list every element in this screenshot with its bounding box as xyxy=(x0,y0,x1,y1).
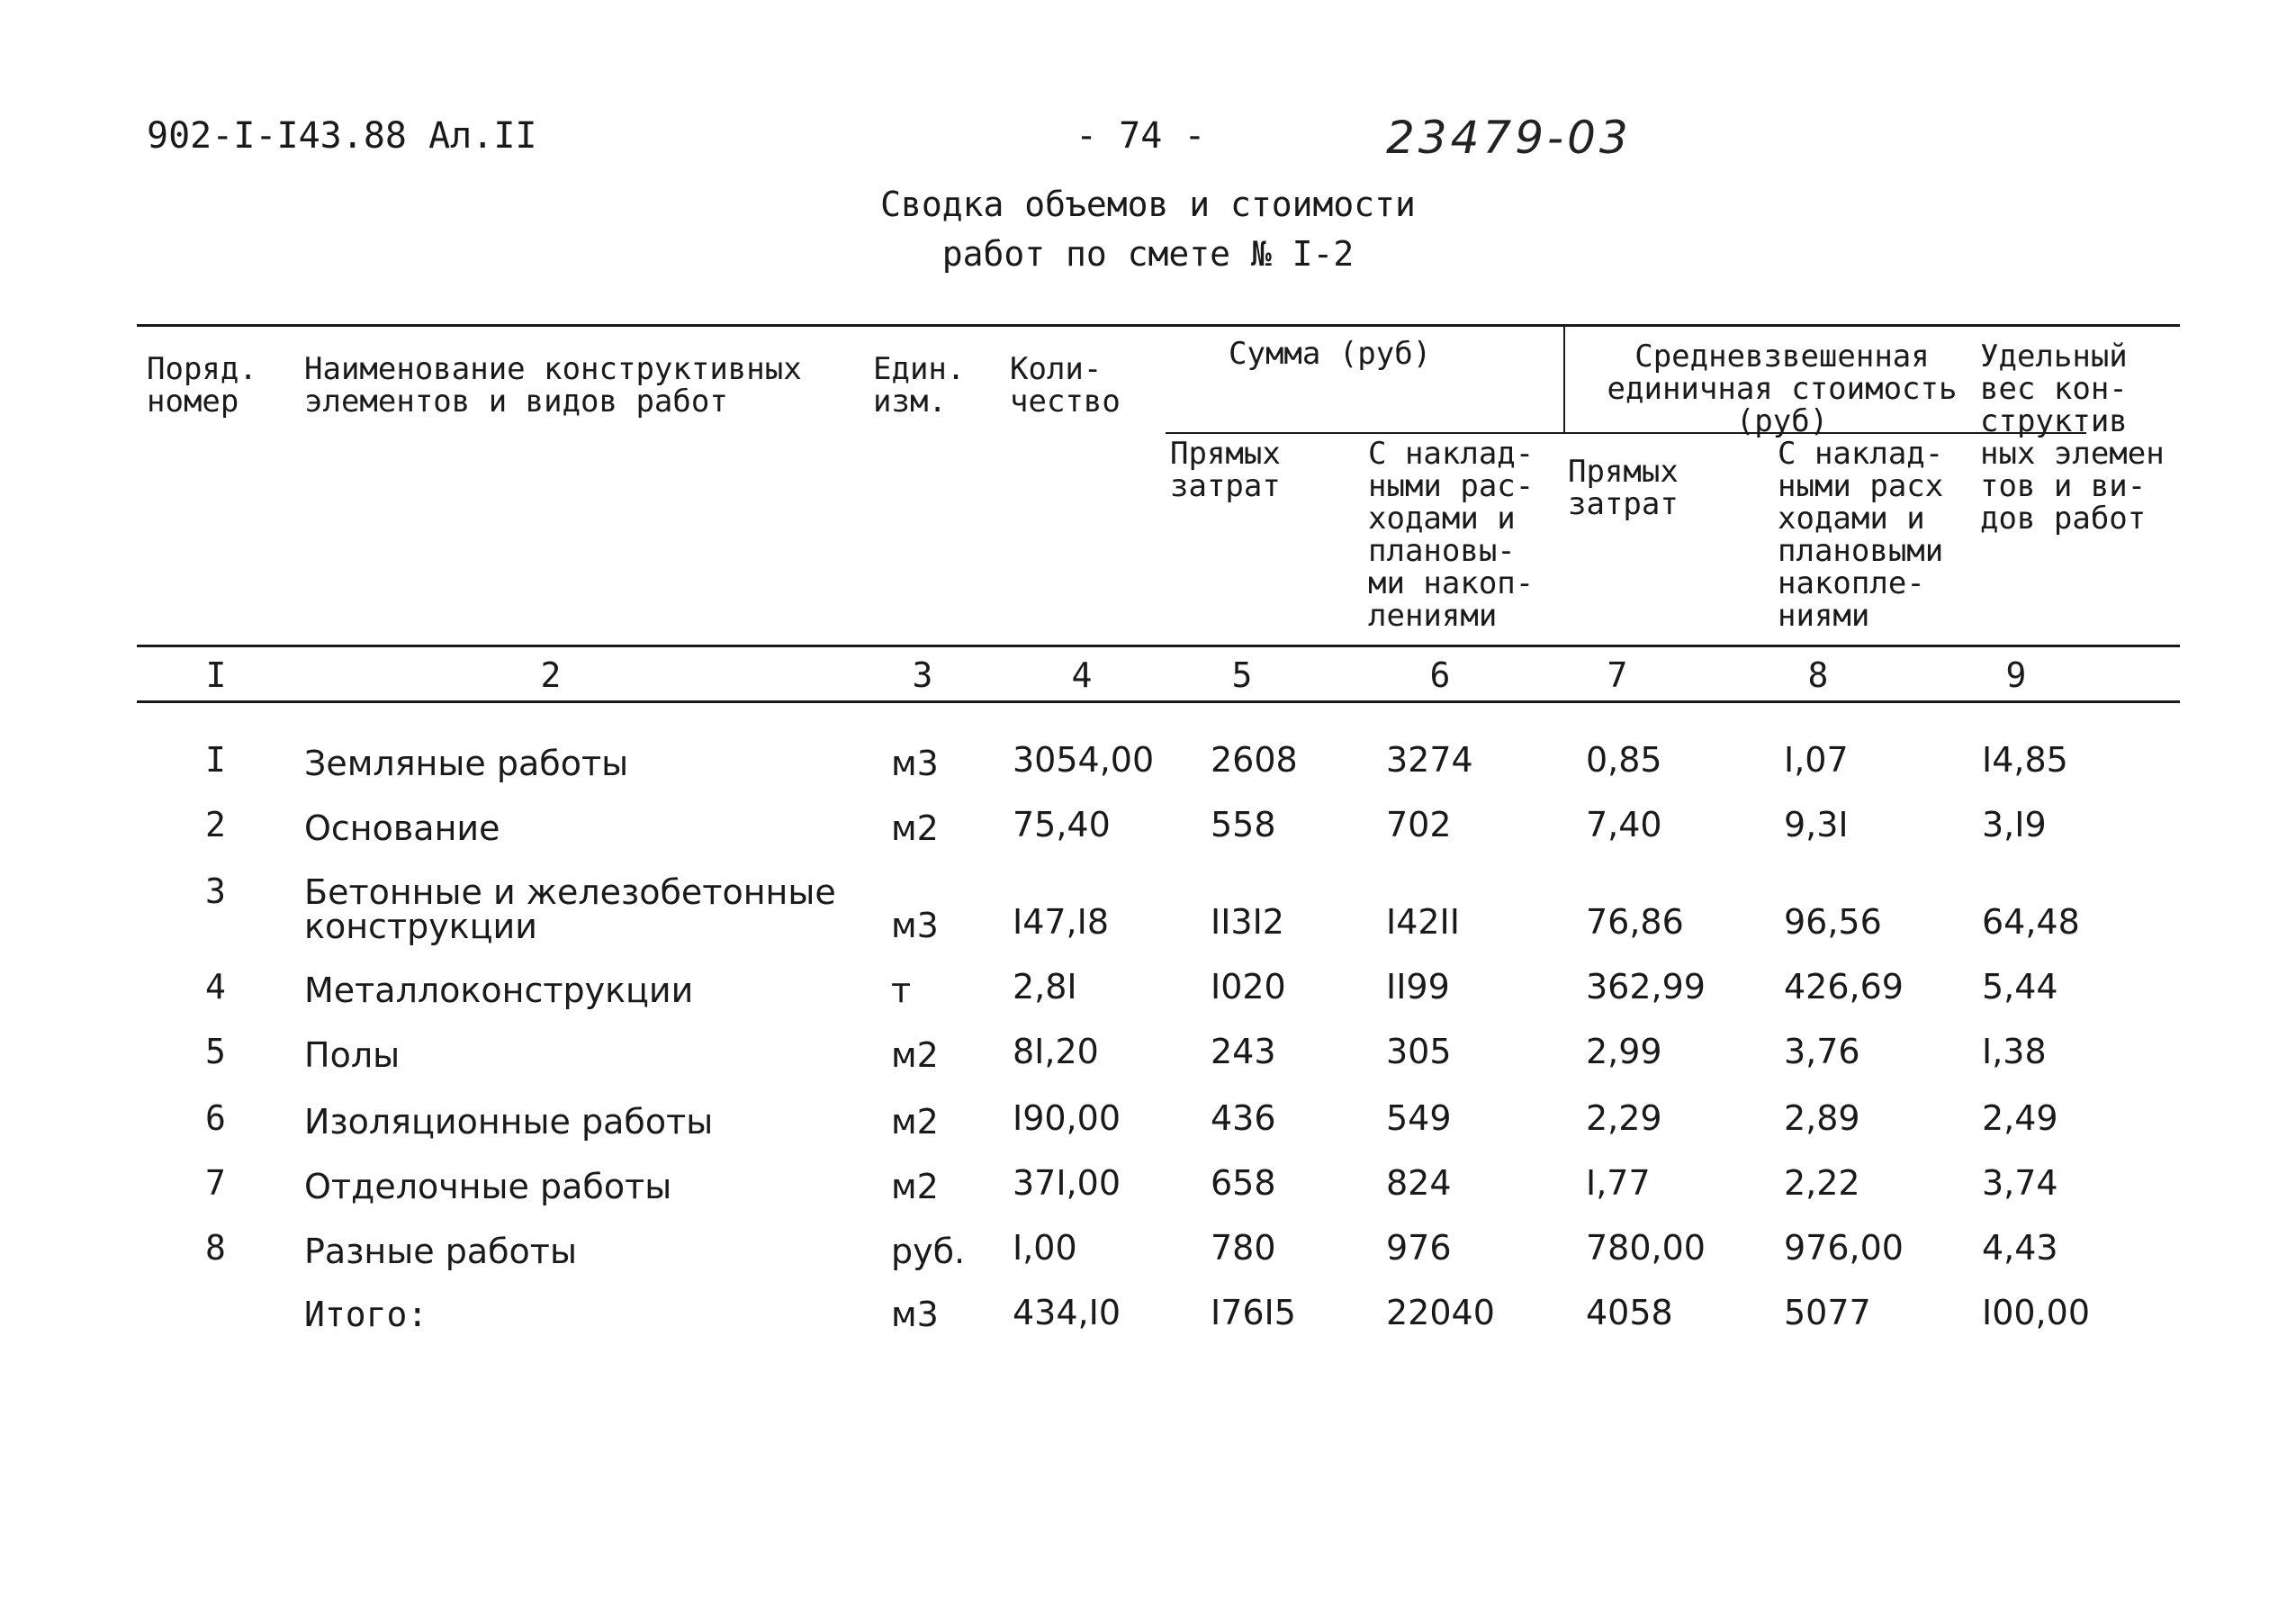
avg-cost-with-overheads: 9,3I xyxy=(1784,805,1849,844)
total-label: Итого: xyxy=(304,1295,428,1334)
avg-direct-cost: 2,99 xyxy=(1586,1032,1662,1071)
unit: м2 xyxy=(891,1167,939,1206)
avg-direct-cost: 4058 xyxy=(1586,1293,1673,1332)
document-title-line1: Сводка объемов и стоимости xyxy=(880,185,1416,224)
share-percent: 5,44 xyxy=(1982,967,2058,1007)
header-avg-direct-costs: Прямых затрат xyxy=(1568,454,1679,522)
costs-with-overheads: 702 xyxy=(1386,805,1452,844)
work-name: Разные работы xyxy=(304,1232,577,1271)
column-number: 4 xyxy=(1071,655,1093,695)
quantity: I,00 xyxy=(1013,1228,1077,1268)
header-sum-group: Сумма (руб) xyxy=(1229,336,1432,372)
header-bottom-rule xyxy=(137,645,2180,647)
document-title-line2: работ по смете № I-2 xyxy=(941,234,1355,274)
direct-costs: 780 xyxy=(1211,1228,1276,1268)
quantity: 8I,20 xyxy=(1013,1032,1099,1071)
direct-costs: I020 xyxy=(1211,967,1286,1007)
quantity: 3054,00 xyxy=(1013,740,1155,780)
work-name: Отделочные работы xyxy=(304,1167,672,1206)
direct-costs: 2608 xyxy=(1211,740,1298,780)
avg-cost-with-overheads: 2,22 xyxy=(1784,1163,1860,1203)
avg-cost-with-overheads: 96,56 xyxy=(1784,902,1882,942)
share-percent: I00,00 xyxy=(1982,1293,2090,1332)
direct-costs: 436 xyxy=(1211,1098,1276,1138)
share-percent: 4,43 xyxy=(1982,1228,2058,1268)
unit: м3 xyxy=(891,906,939,945)
share-percent: 64,48 xyxy=(1982,902,2080,942)
unit: м3 xyxy=(891,1295,939,1334)
work-name: Металлоконструкции xyxy=(304,971,694,1010)
header-avg-cost-group: Средневзвешенная единичная стоимость (руб) xyxy=(1607,339,1958,439)
unit: м2 xyxy=(891,1035,939,1075)
share-percent: I4,85 xyxy=(1982,740,2068,780)
avg-direct-cost: 2,29 xyxy=(1586,1098,1662,1138)
header-name: Наименование конструктивных элементов и видов работ xyxy=(304,351,802,420)
avg-cost-with-overheads: 3,76 xyxy=(1784,1032,1860,1071)
header-avg-with-overheads: С наклад- ными расх ходами и плановыми накопле- ниями xyxy=(1778,436,1944,634)
work-name: Полы xyxy=(304,1035,401,1075)
share-percent: I,38 xyxy=(1982,1032,2047,1071)
row-number: 3 xyxy=(205,871,226,911)
direct-costs: 558 xyxy=(1211,805,1276,844)
direct-costs: 243 xyxy=(1211,1032,1276,1071)
work-name: Бетонные и железобетонные конструкции xyxy=(304,872,836,946)
column-number: I xyxy=(205,655,227,695)
costs-with-overheads: 3274 xyxy=(1386,740,1473,780)
row-number: I xyxy=(205,740,226,780)
row-number: 2 xyxy=(205,805,226,844)
row-number: 7 xyxy=(205,1163,226,1203)
work-name: Земляные работы xyxy=(304,744,629,783)
direct-costs: 658 xyxy=(1211,1163,1276,1203)
share-percent: 3,74 xyxy=(1982,1163,2058,1203)
quantity: 37I,00 xyxy=(1013,1163,1121,1203)
row-number: 8 xyxy=(205,1228,226,1268)
avg-direct-cost: 7,40 xyxy=(1586,805,1662,844)
avg-cost-with-overheads: 426,69 xyxy=(1784,967,1904,1007)
unit: м3 xyxy=(891,744,939,783)
page-number: - 74 - xyxy=(1076,115,1206,157)
share-percent: 2,49 xyxy=(1982,1098,2058,1138)
column-number: 7 xyxy=(1607,655,1628,695)
avg-cost-with-overheads: 5077 xyxy=(1784,1293,1871,1332)
direct-costs: II3I2 xyxy=(1211,902,1284,942)
avg-cost-with-overheads: 976,00 xyxy=(1784,1228,1904,1268)
quantity: I47,I8 xyxy=(1013,902,1110,942)
costs-with-overheads: 549 xyxy=(1386,1098,1452,1138)
costs-with-overheads: II99 xyxy=(1386,967,1450,1007)
costs-with-overheads: 22040 xyxy=(1386,1293,1495,1332)
header-share: Удельный вес кон- структив ных элемен тов и ви- дов работ xyxy=(1980,339,2165,537)
direct-costs: I76I5 xyxy=(1211,1293,1296,1332)
unit: м2 xyxy=(891,1102,939,1142)
avg-direct-cost: 362,99 xyxy=(1586,967,1706,1007)
quantity: 2,8I xyxy=(1013,967,1077,1007)
header-quantity: Коли- чество xyxy=(1010,351,1121,420)
header-unit: Един. изм. xyxy=(873,351,966,420)
unit: м2 xyxy=(891,808,939,848)
costs-with-overheads: 824 xyxy=(1386,1163,1452,1203)
work-name: Изоляционные работы xyxy=(304,1102,714,1142)
inventory-number: 23479-03 xyxy=(1386,112,1632,164)
column-number: 6 xyxy=(1429,655,1451,695)
work-name: Основание xyxy=(304,808,500,848)
header-direct-costs: Прямых затрат xyxy=(1170,436,1281,504)
row-number: 5 xyxy=(205,1032,226,1071)
avg-direct-cost: 780,00 xyxy=(1586,1228,1706,1268)
quantity: 75,40 xyxy=(1013,805,1111,844)
table-top-rule xyxy=(137,324,2180,327)
quantity: I90,00 xyxy=(1013,1098,1121,1138)
share-percent: 3,I9 xyxy=(1982,805,2047,844)
avg-direct-cost: I,77 xyxy=(1586,1163,1651,1203)
column-number: 8 xyxy=(1807,655,1829,695)
costs-with-overheads: 976 xyxy=(1386,1228,1452,1268)
column-numbers-rule xyxy=(137,700,2180,703)
header-order-number: Поряд. номер xyxy=(147,351,257,420)
avg-direct-cost: 76,86 xyxy=(1586,902,1684,942)
group-divider xyxy=(1563,326,1565,434)
header-with-overheads: С наклад- ными рас- ходами и плановы- ми накоп- лениями xyxy=(1368,436,1535,634)
unit: руб. xyxy=(891,1232,966,1271)
quantity: 434,I0 xyxy=(1013,1293,1121,1332)
costs-with-overheads: 305 xyxy=(1386,1032,1452,1071)
column-number: 5 xyxy=(1231,655,1253,695)
row-number: 6 xyxy=(205,1098,226,1138)
row-number: 4 xyxy=(205,967,226,1007)
avg-direct-cost: 0,85 xyxy=(1586,740,1662,780)
costs-with-overheads: I42II xyxy=(1386,902,1460,942)
column-number: 3 xyxy=(912,655,933,695)
column-number: 9 xyxy=(2005,655,2027,695)
avg-cost-with-overheads: I,07 xyxy=(1784,740,1849,780)
unit: т xyxy=(891,971,912,1010)
column-number: 2 xyxy=(540,655,562,695)
document-code: 902-I-I43.88 Ал.II xyxy=(147,115,537,157)
avg-cost-with-overheads: 2,89 xyxy=(1784,1098,1860,1138)
